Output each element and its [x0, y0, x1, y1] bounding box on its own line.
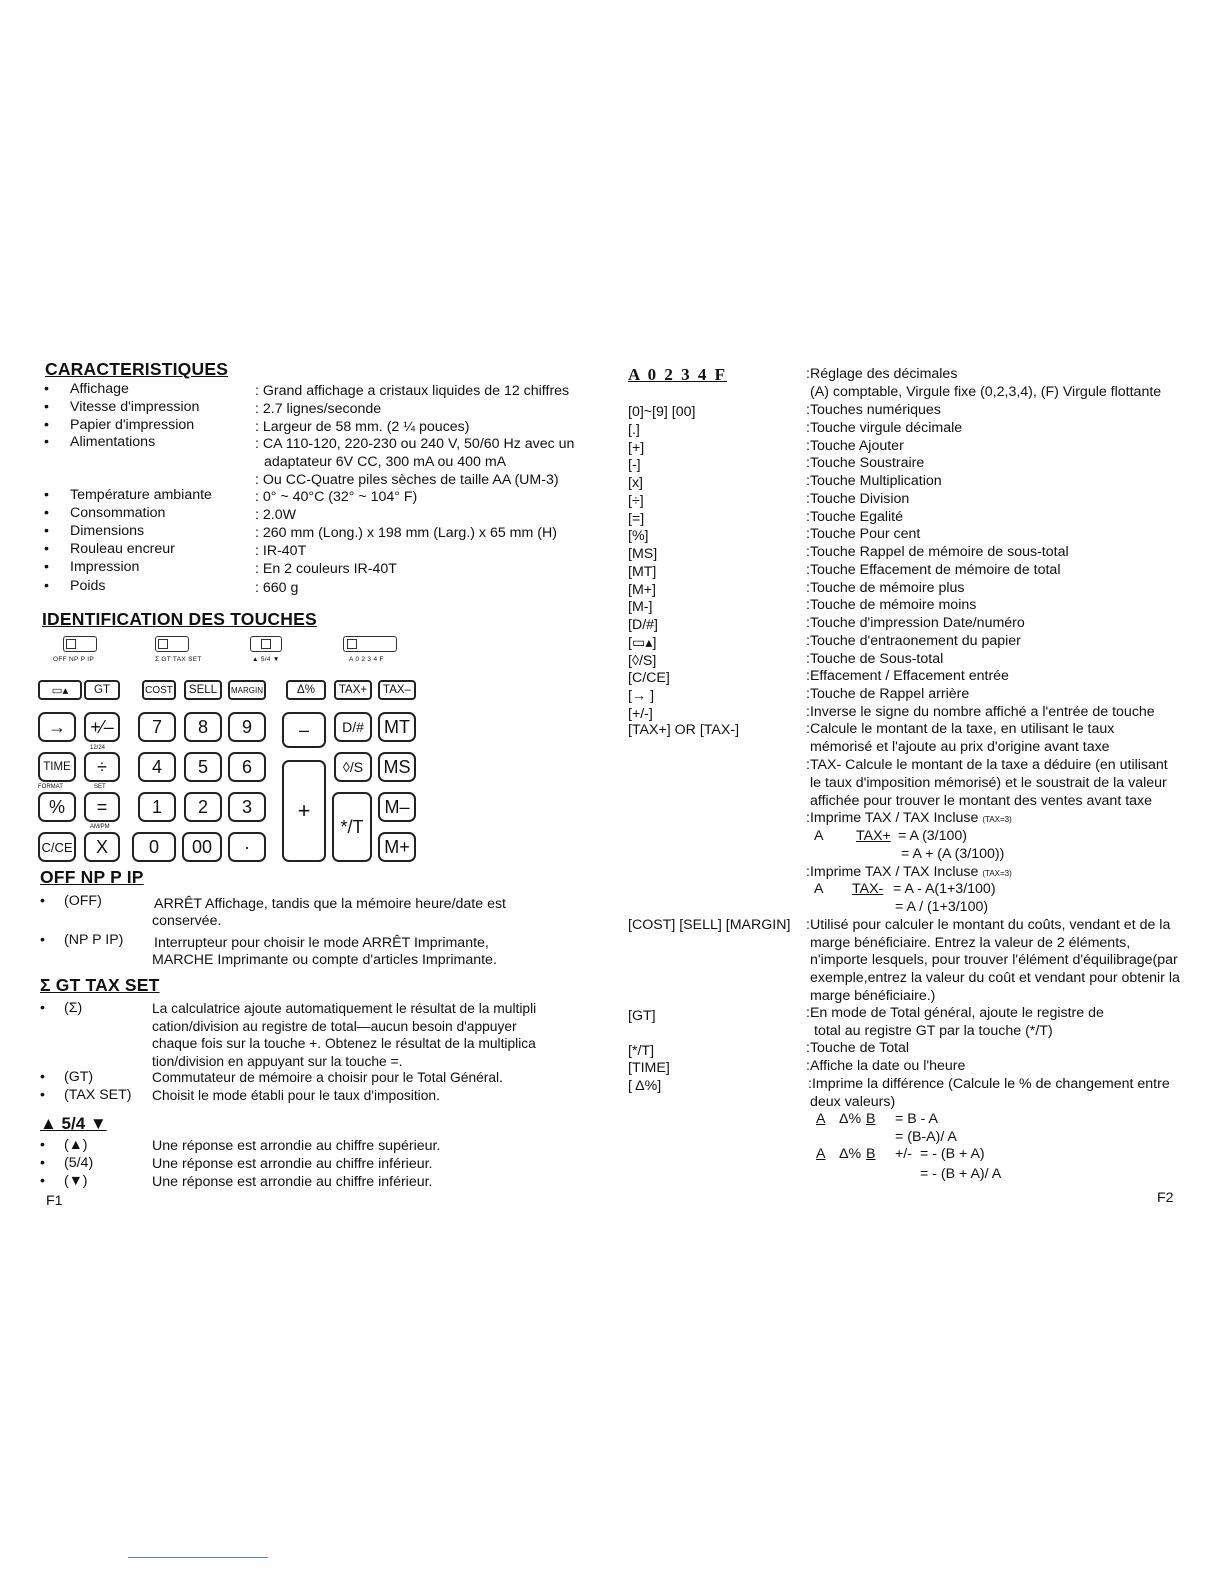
key-time-label: TIME [43, 761, 71, 773]
tax-f1c: = A (3/100) [898, 828, 968, 844]
entry-key: [C/CE] [628, 670, 670, 687]
gt-text: Choisit le mode établi pour le taux d'imposition. [152, 1088, 440, 1103]
label-am-pm: AM/PM [90, 824, 110, 830]
spec-bullet: • [44, 417, 49, 433]
key-decimal-label: · [244, 836, 250, 857]
key-tax-plus-label: TAX+ [338, 684, 368, 696]
spec-value: : 260 mm (Long.) x 198 mm (Larg.) x 65 mm (H) [255, 525, 557, 541]
entry-key: [MS] [628, 546, 658, 562]
key-6-label: 6 [241, 756, 252, 777]
spec-value-cont: : Ou CC-Quatre piles sèches de taille AA (UM-3) [255, 472, 559, 488]
off-bullet: • [40, 893, 45, 909]
spec-label: Rouleau encreur [70, 541, 175, 557]
spec-bullet: • [44, 381, 49, 397]
tax-line: affichée pour trouver le montant des ventes avant taxe [810, 793, 1153, 809]
gt-text: La calculatrice ajoute automatiquement le résultat de la multipli [152, 1001, 537, 1016]
key-2-label: 2 [197, 796, 208, 817]
spec-value-cont: adaptateur 6V CC, 300 mA ou 400 mA [264, 454, 507, 470]
entry-desc: :Touche Soustraire [806, 455, 925, 472]
pct-f-r2: = (B-A)/ A [895, 1129, 957, 1145]
key-5[interactable] [184, 752, 222, 782]
spec-bullet: • [44, 487, 49, 503]
pct-f-r3: = - (B + A) [920, 1146, 985, 1162]
round-key: (▼) [64, 1173, 88, 1189]
tax-line: mémorisé et l'ajoute au prix d'origine avant taxe [810, 739, 1110, 755]
key-cost[interactable] [142, 680, 176, 700]
tax-f1a: A [814, 828, 824, 844]
entry-desc: :Touche Multiplication [806, 473, 942, 489]
cost-line: :Utilisé pour calculer le montant du coûts, vendant et de la [806, 917, 1171, 933]
round-text: Une réponse est arrondie au chiffre inférieur. [152, 1156, 433, 1172]
label-format: FORMAT [38, 784, 63, 790]
switch-power-label: OFF NP P IP [53, 656, 94, 663]
key-m-plus[interactable] [378, 832, 416, 862]
pct-line2: deux valeurs) [810, 1094, 896, 1110]
heading-decimal-switch: A 0 2 3 4 F [628, 365, 727, 384]
round-text: Une réponse est arrondie au chiffre supérieur. [152, 1138, 441, 1154]
entry-desc: :Inverse le signe du nombre affiché a l'entrée de touche [806, 703, 1155, 720]
cost-line: n'importe lesquels, pour trouver l'élément d'équilibrage(par [810, 952, 1178, 968]
switch-gt[interactable] [155, 636, 189, 652]
key-subtotal-label: ◊/S [342, 759, 364, 775]
entry-desc: :Touche Rappel de mémoire de sous-total [806, 544, 1069, 560]
key-sign-change-label: +⁄– [90, 716, 114, 737]
entry-desc: :Touche d'entraonement du papier [806, 632, 1021, 649]
tax-print2-text: :Imprime TAX / TAX Incluse [806, 864, 979, 880]
tax-f1b: TAX+ [856, 828, 891, 844]
pct-f-a1: A [816, 1111, 826, 1127]
spec-value: : En 2 couleurs IR-40T [255, 561, 397, 577]
spec-value: : 660 g [255, 580, 299, 596]
key-6[interactable] [228, 752, 266, 782]
gt-key: (Σ) [64, 1000, 83, 1016]
spec-bullet: • [44, 399, 49, 415]
entry-key: [◊/S] [628, 652, 657, 669]
gt-text: tion/division en appuyant sur la touche =. [152, 1053, 403, 1069]
key-percent-label: % [48, 796, 65, 817]
key-gt-label: GT [94, 684, 110, 696]
gt-key: (GT) [64, 1069, 94, 1085]
tax-f2b: TAX- [852, 881, 884, 897]
key-backspace[interactable] [38, 712, 76, 742]
cost-line: marge bénéficiaire. Entrez la valeur de 2 éléments, [810, 935, 1131, 951]
entry-desc: :Touche Division [806, 490, 910, 507]
key-tax-plus[interactable] [334, 680, 372, 700]
key-total-label: */T [340, 816, 364, 837]
pct-key: [ Δ%] [628, 1078, 662, 1094]
key-00[interactable] [182, 832, 222, 862]
tax-print2-sub: (TAX=3) [982, 869, 1012, 878]
entry-desc: :Touches numériques [806, 402, 941, 418]
spec-value: : Grand affichage a cristaux liquides de 12 chiffres [255, 383, 570, 399]
key-minus-label: – [298, 719, 309, 740]
spec-label: Dimensions [70, 523, 145, 539]
page-number-f2: F2 [1157, 1190, 1174, 1206]
time-desc: :Affiche la date ou l'heure [806, 1058, 966, 1074]
off-text: Interrupteur pour choisir le mode ARRÊT Imprimante, [154, 935, 489, 951]
total-key: [*/T] [628, 1043, 655, 1059]
heading-gt-tax-set: Σ GT TAX SET [40, 975, 160, 995]
cost-line: marge bénéficiaire.) [810, 988, 936, 1004]
key-mt[interactable] [378, 712, 416, 742]
spec-bullet: • [44, 541, 49, 557]
pct-f-r4: = - (B + A)/ A [920, 1166, 1002, 1182]
gt-bullet: • [40, 1087, 45, 1103]
key-margin-label: MARGIN [231, 685, 263, 695]
round-text: Une réponse est arrondie au chiffre inférieur. [152, 1174, 433, 1190]
tax-line: :TAX- Calcule le montant de la taxe a déduire (en utilisant [806, 757, 1168, 773]
key-equals[interactable] [84, 792, 120, 822]
tax-f1d: = A + (A (3/100)) [901, 846, 1005, 862]
key-multiply[interactable] [84, 832, 120, 862]
key-mt-label: MT [384, 716, 410, 737]
tax-f2d: = A / (1+3/100) [895, 899, 989, 915]
switch-decimal-label: A 0 2 3 4 F [349, 656, 384, 663]
spec-bullet: • [44, 505, 49, 521]
key-8[interactable] [184, 712, 222, 742]
tax-f2c: = A - A(1+3/100) [893, 881, 996, 897]
round-bullet: • [40, 1155, 45, 1171]
key-1[interactable] [138, 792, 176, 822]
key-plus[interactable] [282, 760, 326, 862]
entry-desc: :Effacement / Effacement entrée [806, 668, 1009, 685]
key-3-label: 3 [241, 796, 252, 817]
cost-key: [COST] [SELL] [MARGIN] [628, 917, 791, 933]
key-divide[interactable] [84, 752, 120, 782]
entry-key: [=] [628, 510, 645, 527]
key-m-minus-label: M– [384, 796, 410, 817]
entry-key: [-] [628, 457, 641, 474]
off-key: (OFF) [64, 893, 102, 909]
spec-label: Consommation [70, 505, 166, 521]
key-divide-label: ÷ [97, 756, 107, 777]
key-8-label: 8 [197, 716, 208, 737]
key-paper-feed[interactable] [38, 680, 82, 700]
spec-bullet: • [44, 523, 49, 539]
entry-key: [D/#] [628, 617, 658, 633]
entry-key: [%] [628, 528, 649, 545]
key-clear[interactable] [38, 832, 76, 862]
switch-rounding-label: ▲ 5/4 ▼ [252, 656, 280, 663]
key-00-label: 00 [191, 836, 213, 857]
entry-key: [÷] [628, 492, 644, 509]
key-ms-label: MS [383, 756, 411, 777]
time-key: [TIME] [628, 1060, 670, 1076]
pct-f-a2: A [816, 1146, 826, 1162]
entry-key: [M+] [628, 581, 656, 598]
key-backspace-label: → [48, 716, 66, 737]
key-equals-label: = [96, 796, 108, 817]
heading-rounding: ▲ 5/4 ▼ [40, 1114, 107, 1133]
key-sign-change[interactable] [84, 712, 120, 742]
entry-key: [→ ] [628, 688, 655, 704]
entry-desc: :Touche Pour cent [806, 526, 921, 543]
key-9[interactable] [228, 712, 266, 742]
key-delta-percent[interactable] [286, 680, 326, 700]
label-set: SET [94, 784, 106, 790]
spec-label: Température ambiante [70, 487, 212, 503]
spec-value: : 2.7 lignes/seconde [255, 401, 382, 417]
key-5-label: 5 [197, 756, 208, 777]
key-7-label: 7 [151, 716, 162, 737]
key-3[interactable] [228, 792, 266, 822]
round-key: (▲) [64, 1137, 88, 1153]
pct-f-b2: B [866, 1146, 876, 1162]
spec-label: Vitesse d'impression [70, 399, 200, 415]
tax-print1-sub: (TAX=3) [982, 815, 1012, 824]
key-gt[interactable] [84, 680, 120, 700]
key-7[interactable] [138, 712, 176, 742]
tax-key: [TAX+] OR [TAX-] [628, 722, 740, 738]
entry-key: [M-] [628, 599, 653, 616]
tax-line: le taux d'imposition mémorisé) et le soustrait de la valeur [810, 775, 1167, 791]
off-text-cont: conservée. [152, 913, 222, 929]
key-cost-label: COST [145, 684, 173, 696]
key-m-minus[interactable] [378, 792, 416, 822]
off-key: (NP P IP) [64, 932, 124, 948]
key-4-label: 4 [151, 756, 162, 777]
entry-desc: :Touche de Rappel arrière [806, 686, 970, 702]
spec-label: Poids [70, 578, 106, 594]
key-2[interactable] [184, 792, 222, 822]
spec-label: Alimentations [70, 434, 156, 450]
entry-desc: :Touche virgule décimale [806, 419, 963, 436]
key-clear-label: C/CE [41, 839, 73, 855]
tax-print1-text: :Imprime TAX / TAX Incluse [806, 810, 979, 826]
key-m-plus-label: M+ [384, 836, 410, 857]
entry-key: [▭▴] [628, 634, 657, 651]
entry-key: [+/-] [628, 705, 653, 722]
key-paper-feed-label: ▭▴ [51, 685, 69, 697]
key-9-label: 9 [241, 716, 252, 737]
switch-rounding[interactable] [250, 636, 282, 652]
key-minus[interactable] [282, 712, 326, 748]
key-delta-percent-label: Δ% [297, 684, 315, 696]
spec-value: : Largeur de 58 mm. (2 ¼ pouces) [255, 419, 470, 435]
spec-value: : CA 110-120, 220-230 ou 240 V, 50/60 Hz avec un [255, 436, 575, 452]
entry-desc: :Touche de mémoire plus [806, 579, 965, 596]
pct-f-op1: Δ% [839, 1111, 862, 1127]
key-0-label: 0 [148, 836, 159, 857]
footer-rule [128, 1557, 268, 1558]
entry-desc: :Touche Effacement de mémoire de total [806, 561, 1061, 578]
spec-value: : 0° ~ 40°C (32° ~ 104° F) [255, 489, 418, 505]
gt-key: (TAX SET) [64, 1087, 132, 1103]
switch-power-print[interactable] [63, 636, 97, 652]
spec-value: : IR-40T [255, 543, 307, 559]
key-sell[interactable] [184, 680, 222, 700]
dec-desc2: (A) comptable, Virgule fixe (0,2,3,4), (F) Virgule flottante [810, 384, 1162, 400]
switch-decimal[interactable] [343, 636, 397, 652]
key-tax-minus-label: TAX– [383, 684, 411, 696]
spec-label: Affichage [70, 381, 129, 397]
tax-line: :Calcule le montant de la taxe, en utilisant le taux [806, 721, 1115, 737]
pct-f-op2: Δ% [839, 1146, 862, 1162]
key-date[interactable] [334, 712, 372, 742]
pct-f-pm: +/- [895, 1146, 912, 1162]
key-tax-minus[interactable] [378, 680, 416, 700]
pct-f-b1: B [866, 1111, 876, 1127]
spec-value: : 2.0W [255, 507, 296, 523]
dec-desc: :Réglage des décimales [806, 366, 958, 382]
round-bullet: • [40, 1173, 45, 1189]
off-bullet: • [40, 932, 45, 948]
key-4[interactable] [138, 752, 176, 782]
entry-desc: :Touche Ajouter [806, 437, 904, 454]
spec-label: Impression [70, 559, 140, 575]
gt-bullet: • [40, 1069, 45, 1085]
spec-bullet: • [44, 578, 49, 594]
switch-gt-label: Σ GT TAX SET [155, 656, 202, 663]
key-plus-label: + [297, 798, 311, 823]
spec-bullet: • [44, 434, 49, 450]
entry-desc: :Touche de mémoire moins [806, 597, 977, 614]
spec-bullet: • [44, 559, 49, 575]
entry-desc: :Touche de Sous-total [806, 650, 944, 667]
page-number-f1: F1 [46, 1193, 63, 1209]
entry-key: [.] [628, 421, 640, 438]
key-sell-label: SELL [188, 684, 218, 696]
key-multiply-label: X [95, 836, 108, 857]
round-key: (5/4) [64, 1155, 94, 1171]
gt-text: chaque fois sur la touche +. Obtenez le résultat de la multiplica [152, 1036, 536, 1051]
gt-bullet: • [40, 1000, 45, 1016]
heading-off-np-p-ip: OFF NP P IP [40, 867, 144, 887]
spec-label: Papier d'impression [70, 417, 195, 433]
key-time[interactable] [38, 752, 76, 782]
key-subtotal[interactable] [334, 752, 372, 782]
gt-line1: :En mode de Total général, ajoute le registre de [806, 1005, 1104, 1021]
key-total[interactable] [332, 792, 372, 862]
entry-key: [MT] [628, 563, 657, 580]
key-date-label: D/# [342, 719, 364, 735]
cost-line: exemple,entrez la valeur du coût et vendant pour obtenir la [810, 970, 1180, 986]
off-text-cont: MARCHE Imprimante ou compte d'articles Imprimante. [152, 952, 497, 968]
heading-identification: IDENTIFICATION DES TOUCHES [42, 609, 317, 629]
total-desc: :Touche de Total [806, 1040, 910, 1056]
tax-print1 [806, 810, 1012, 826]
tax-f2a: A [814, 881, 824, 897]
entry-key: [+] [628, 439, 645, 456]
heading-caracteristiques: CARACTERISTIQUES [45, 359, 229, 379]
key-margin[interactable] [228, 680, 266, 700]
gt-key: [GT] [628, 1008, 656, 1024]
pct-f-r1: = B - A [895, 1111, 938, 1127]
gt-line2: total au registre GT par la touche (*/T) [814, 1023, 1053, 1039]
key-1-label: 1 [151, 796, 162, 817]
tax-print2 [806, 864, 1012, 880]
key-0[interactable] [132, 832, 176, 862]
gt-text: Commutateur de mémoire a choisir pour le Total Général. [152, 1070, 503, 1085]
key-decimal[interactable] [228, 832, 266, 862]
entry-key: [x] [628, 475, 643, 491]
gt-text: cation/division au registre de total—aucun besoin d'appuyer [152, 1018, 517, 1034]
round-bullet: • [40, 1137, 45, 1153]
label-12-24: 12/24 [90, 745, 106, 751]
key-percent[interactable] [38, 792, 76, 822]
entry-desc: :Touche Egalité [806, 508, 904, 525]
entry-desc: :Touche d'impression Date/numéro [806, 615, 1025, 631]
key-ms[interactable] [378, 752, 416, 782]
entry-key: [0]~[9] [00] [628, 404, 696, 420]
off-text: ARRÊT Affichage, tandis que la mémoire heure/date est [154, 896, 506, 912]
pct-line1: :Imprime la différence (Calcule le % de changement entre [808, 1076, 1170, 1092]
